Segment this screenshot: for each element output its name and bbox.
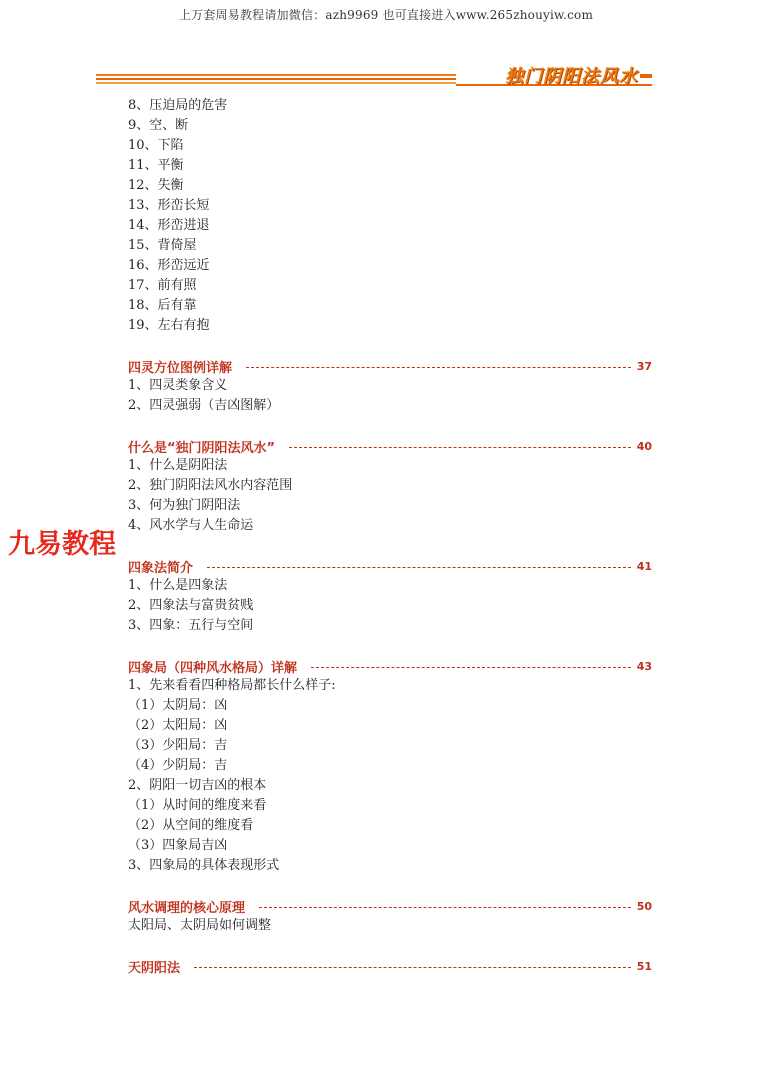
toc-section-heading[interactable] (128, 356, 652, 376)
section-title: 风水调理的核心原理 (128, 900, 246, 916)
section-page-number: 40 (636, 439, 652, 453)
leader-dots (246, 367, 631, 368)
section-page-number: 37 (636, 359, 652, 373)
header-title: 独门阴阳法风水 (505, 66, 638, 87)
toc-item: 太阳局、太阴局如何调整 (128, 918, 272, 933)
section-title: 四象法简介 (128, 560, 194, 576)
toc-section-heading[interactable] (128, 436, 652, 456)
toc-item: （2）太阳局：凶 (128, 718, 228, 733)
toc-item: 10、下陷 (128, 138, 184, 153)
toc-item: 12、失衡 (128, 178, 184, 193)
toc-item: 8、压迫局的危害 (128, 98, 228, 113)
leader-dots (194, 967, 631, 968)
toc-item: 14、形峦进退 (128, 218, 210, 233)
top-note: 上万套周易教程请加微信：azh9969 也可直接进入www.265zhouyiw.com (178, 8, 594, 22)
toc-item: （2）从空间的维度看 (128, 818, 254, 833)
leader-dots (289, 447, 631, 448)
header-banner (96, 68, 652, 88)
toc-item: 1、什么是阴阳法 (128, 458, 228, 473)
toc-item: 1、先来看看四种格局都长什么样子: (128, 678, 336, 693)
toc-item: 1、四灵类象含义 (128, 378, 228, 393)
section-title: 四象局（四种风水格局）详解 (128, 660, 298, 676)
toc-item: （1）太阴局：凶 (128, 698, 228, 713)
toc-item: （3）四象局吉凶 (128, 838, 228, 853)
section-page-number: 43 (636, 659, 652, 673)
section-title: 什么是“独门阴阳法风水” (128, 440, 276, 456)
header-end-mark (640, 74, 652, 78)
section-title: 天阴阳法 (128, 960, 181, 976)
toc-item: 15、背倚屋 (128, 238, 197, 253)
toc-section-heading[interactable] (128, 556, 652, 576)
toc-section-heading[interactable] (128, 896, 652, 916)
toc-item: （4）少阴局：吉 (128, 758, 228, 773)
header-stripes (96, 74, 456, 88)
toc-item: 3、四象：五行与空间 (128, 618, 254, 633)
section-page-number: 50 (636, 899, 652, 913)
toc-item: 1、什么是四象法 (128, 578, 228, 593)
toc-section-heading[interactable] (128, 656, 652, 676)
toc-item: 11、平衡 (128, 158, 184, 173)
toc-item: 16、形峦远近 (128, 258, 210, 273)
section-page-number: 41 (636, 559, 652, 573)
toc-item: 13、形峦长短 (128, 198, 210, 213)
leader-dots (259, 907, 631, 908)
leader-dots (311, 667, 631, 668)
toc-item: 2、四象法与富贵贫贱 (128, 598, 254, 613)
toc-item: 3、何为独门阴阳法 (128, 498, 241, 513)
toc-item: 9、空、断 (128, 118, 189, 133)
watermark: 九易教程 (8, 529, 116, 560)
section-title: 四灵方位图例详解 (128, 360, 233, 376)
toc-item: 2、四灵强弱（吉凶图解） (128, 398, 280, 413)
toc-item: 2、独门阴阳法风水内容范围 (128, 478, 293, 493)
toc-item: 3、四象局的具体表现形式 (128, 858, 280, 873)
toc-item: 2、阴阳一切吉凶的根本 (128, 778, 267, 793)
section-page-number: 51 (636, 959, 652, 973)
toc-block-1 (128, 96, 652, 336)
toc-item: 17、前有照 (128, 278, 197, 293)
toc-item: （1）从时间的维度来看 (128, 798, 267, 813)
table-of-contents (128, 96, 652, 976)
toc-section-heading[interactable] (128, 956, 652, 976)
toc-item: 4、风水学与人生命运 (128, 518, 254, 533)
leader-dots (207, 567, 631, 568)
toc-item: 18、后有靠 (128, 298, 197, 313)
toc-item: 19、左右有抱 (128, 318, 210, 333)
toc-item: （3）少阳局：吉 (128, 738, 228, 753)
